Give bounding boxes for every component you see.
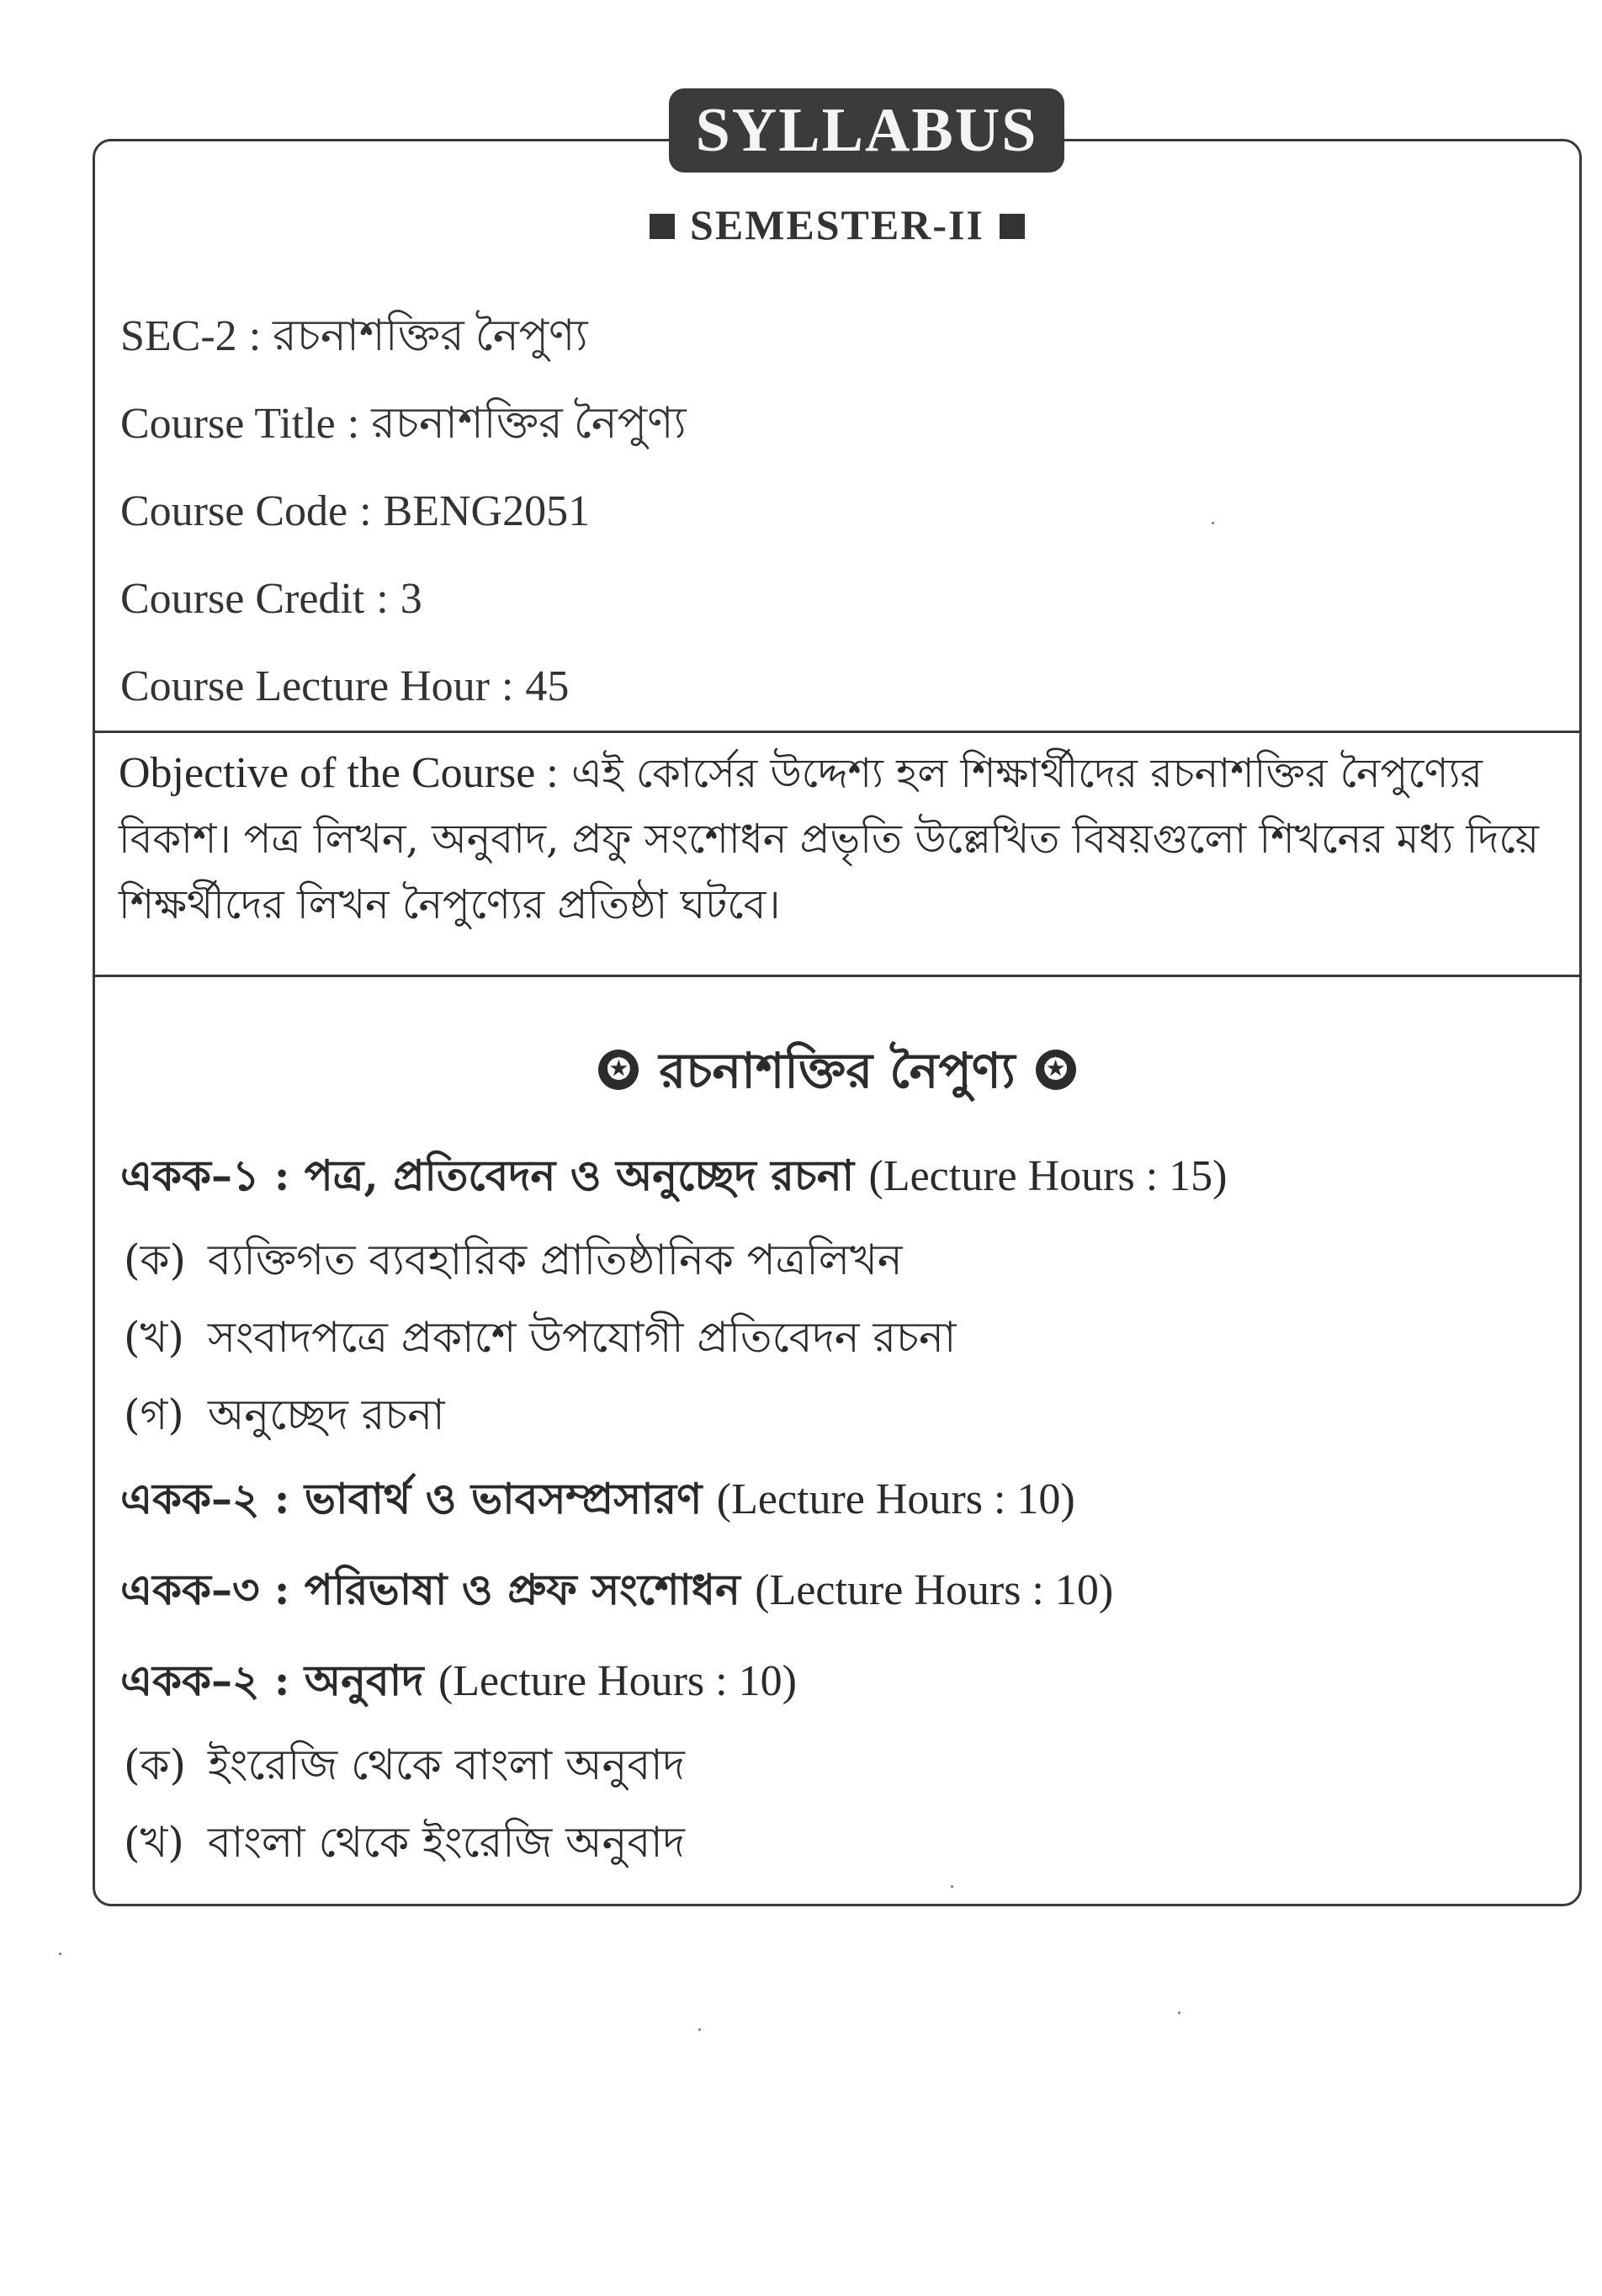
star-icon: ✪	[598, 1050, 639, 1090]
item-marker: (খ)	[124, 1818, 184, 1867]
meta-value: 45	[525, 662, 570, 710]
star-icon: ✪	[1036, 1050, 1076, 1090]
item-text: বাংলা থেকে ইংরেজি অনুবাদ	[208, 1818, 685, 1867]
scan-speck	[698, 2028, 701, 2031]
meta-row-title: Course Title : রচনাশক্তির নৈপুণ্য	[120, 400, 687, 448]
unit-title: একক–৩ : পরিভাষা ও প্রুফ সংশোধন	[120, 1565, 740, 1614]
semester-heading	[95, 200, 1579, 249]
item-marker: (গ)	[124, 1390, 184, 1439]
unit-title: একক–২ : অনুবাদ	[120, 1656, 424, 1705]
unit-heading	[120, 1130, 1568, 1221]
item-marker: (ক)	[124, 1236, 186, 1284]
meta-label: Course Lecture Hour	[120, 662, 490, 710]
section-title-text: রচনাশক্তির নৈপুণ্য	[659, 1042, 1016, 1099]
square-bullet-icon	[650, 214, 675, 239]
meta-row-credit: Course Credit : 3	[120, 575, 422, 623]
objective-text: এই কোর্সের উদ্দেশ্য হল শিক্ষার্থীদের রচনাশক্তির নৈপুণ্যের বিকাশ। পত্র লিখন, অনুবাদ, প্রফু সংশোধন প্রভৃতি উল্লেখিত বিষয়গুলো শিখনের মধ্য দিয়ে শিক্ষর্থীদের লিখন নৈপুণ্যের প্রতিষ্ঠা ঘটবে।	[119, 750, 1540, 928]
divider	[95, 975, 1579, 977]
unit-hours: (Lecture Hours : 10)	[438, 1657, 797, 1705]
meta-label: SEC-2	[120, 312, 237, 360]
unit-hours: (Lecture Hours : 15)	[868, 1152, 1228, 1200]
scan-speck	[59, 1953, 61, 1955]
unit-hours: (Lecture Hours : 10)	[716, 1475, 1075, 1523]
syllabus-sheet	[93, 139, 1582, 1906]
item-marker: (খ)	[124, 1313, 184, 1362]
syllabus-badge: SYLLABUS	[669, 88, 1064, 173]
list-item	[120, 1221, 1568, 1299]
scan-speck	[951, 1885, 953, 1888]
objective-label: Objective of the Course :	[119, 749, 559, 797]
unit-title: একক–২ : ভাবার্থ ও ভাবসম্প্রসারণ	[120, 1474, 703, 1523]
list-item	[120, 1376, 1568, 1454]
item-text: সংবাদপত্রে প্রকাশে উপযোগী প্রতিবেদন রচনা	[208, 1313, 957, 1362]
scan-speck	[1212, 522, 1214, 524]
meta-label: Course Credit	[120, 575, 365, 623]
meta-label: Course Title	[120, 400, 336, 448]
item-text: অনুচ্ছেদ রচনা	[208, 1390, 445, 1439]
meta-value: BENG2051	[383, 487, 591, 535]
section-title	[95, 1034, 1579, 1115]
meta-value: রচনাশক্তির নৈপুণ্য	[371, 400, 687, 448]
list-item	[120, 1726, 1568, 1804]
item-marker: (ক)	[124, 1741, 186, 1789]
square-bullet-icon	[1000, 214, 1025, 239]
divider	[95, 731, 1579, 733]
meta-value: রচনাশক্তির নৈপুণ্য	[273, 312, 588, 360]
unit-hours: (Lecture Hours : 10)	[755, 1566, 1114, 1614]
unit-heading	[120, 1454, 1568, 1544]
unit-heading	[120, 1635, 1568, 1726]
course-objective	[119, 741, 1566, 938]
unit-heading	[120, 1544, 1568, 1635]
scan-speck	[1178, 2012, 1180, 2014]
semester-label: SEMESTER-II	[690, 201, 984, 248]
course-meta	[120, 293, 687, 731]
meta-row-sec: SEC-2 : রচনাশক্তির নৈপুণ্য	[120, 312, 588, 360]
list-item	[120, 1804, 1568, 1881]
item-text: ইংরেজি থেকে বাংলা অনুবাদ	[208, 1741, 685, 1789]
item-text: ব্যক্তিগত ব্যবহারিক প্রাতিষ্ঠানিক পত্রলিখন	[208, 1236, 903, 1284]
list-item	[120, 1299, 1568, 1376]
meta-row-hours: Course Lecture Hour : 45	[120, 662, 570, 710]
meta-value: 3	[400, 575, 422, 623]
meta-row-code: Course Code : BENG2051	[120, 487, 591, 535]
unit-list	[120, 1130, 1568, 1881]
unit-title: একক–১ : পত্র, প্রতিবেদন ও অনুচ্ছেদ রচনা	[120, 1151, 855, 1200]
meta-label: Course Code	[120, 487, 348, 535]
